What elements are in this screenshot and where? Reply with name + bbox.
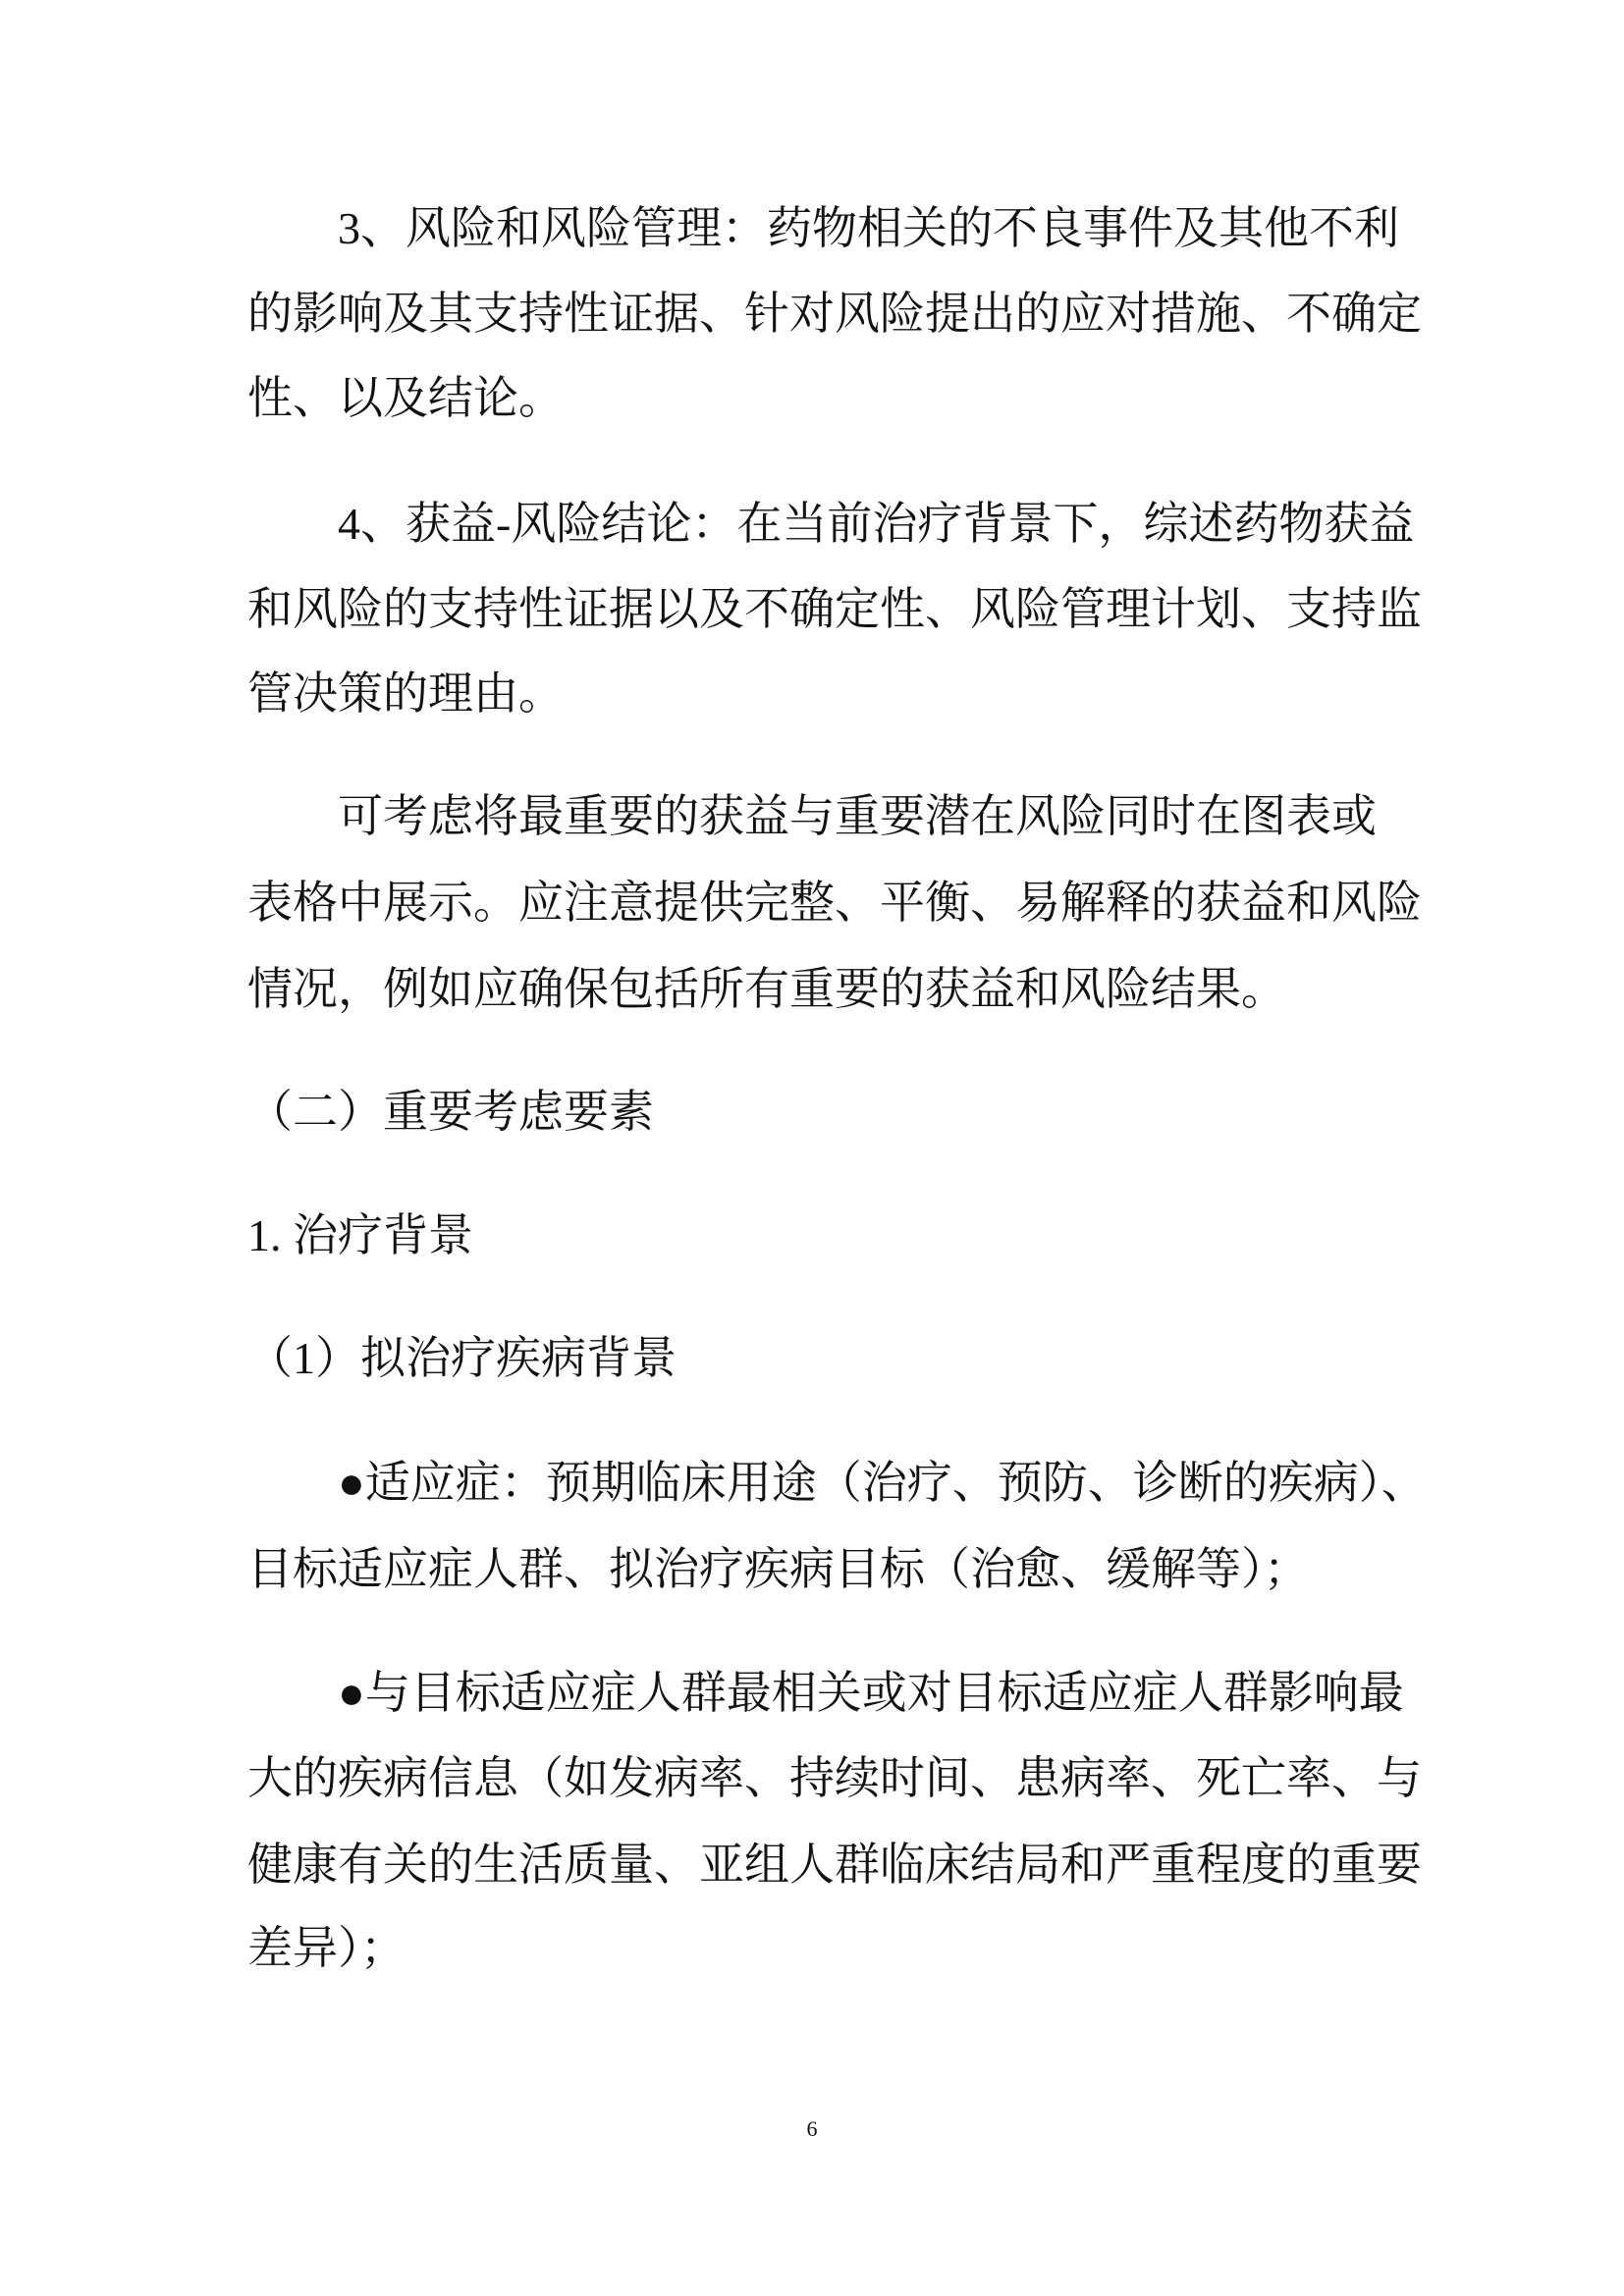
section-heading: （二）重要考虑要素 (247, 1087, 654, 1137)
subsection-heading: 1. 治疗背景 (247, 1210, 473, 1260)
text-line: 性、以及结论。 (247, 373, 564, 423)
text-line: 健康有关的生活质量、亚组人群临床结局和严重程度的重要 (247, 1840, 1422, 1890)
text-line: 的影响及其支持性证据、针对风险提出的应对措施、不确定 (247, 289, 1422, 339)
bullet-line: ●与目标适应症人群最相关或对目标适应症人群影响最 (338, 1668, 1404, 1718)
text-line: 目标适应症人群、拟治疗疾病目标（治愈、缓解等）； (247, 1544, 1309, 1594)
text-line: 3、风险和风险管理：药物相关的不良事件及其他不利 (338, 203, 1399, 253)
text-line: 大的疾病信息（如发病率、持续时间、患病率、死亡率、与 (247, 1753, 1422, 1803)
text-line: 情况，例如应确保包括所有重要的获益和风险结果。 (247, 964, 1286, 1014)
subsection-heading: （1）拟治疗疾病背景 (247, 1333, 677, 1383)
text-line: 差异）； (247, 1923, 406, 1973)
text-line: 4、获益-风险结论：在当前治疗背景下，综述药物获益 (338, 499, 1415, 549)
text-line: 管决策的理由。 (247, 668, 564, 719)
bullet-line: ●适应症：预期临床用途（治疗、预防、诊断的疾病）、 (338, 1458, 1427, 1508)
text-line: 可考虑将最重要的获益与重要潜在风险同时在图表或 (338, 791, 1377, 841)
page-number: 6 (806, 2116, 818, 2141)
text-line: 表格中展示。应注意提供完整、平衡、易解释的获益和风险 (247, 878, 1422, 928)
text-line: 和风险的支持性证据以及不确定性、风险管理计划、支持监 (247, 584, 1422, 634)
